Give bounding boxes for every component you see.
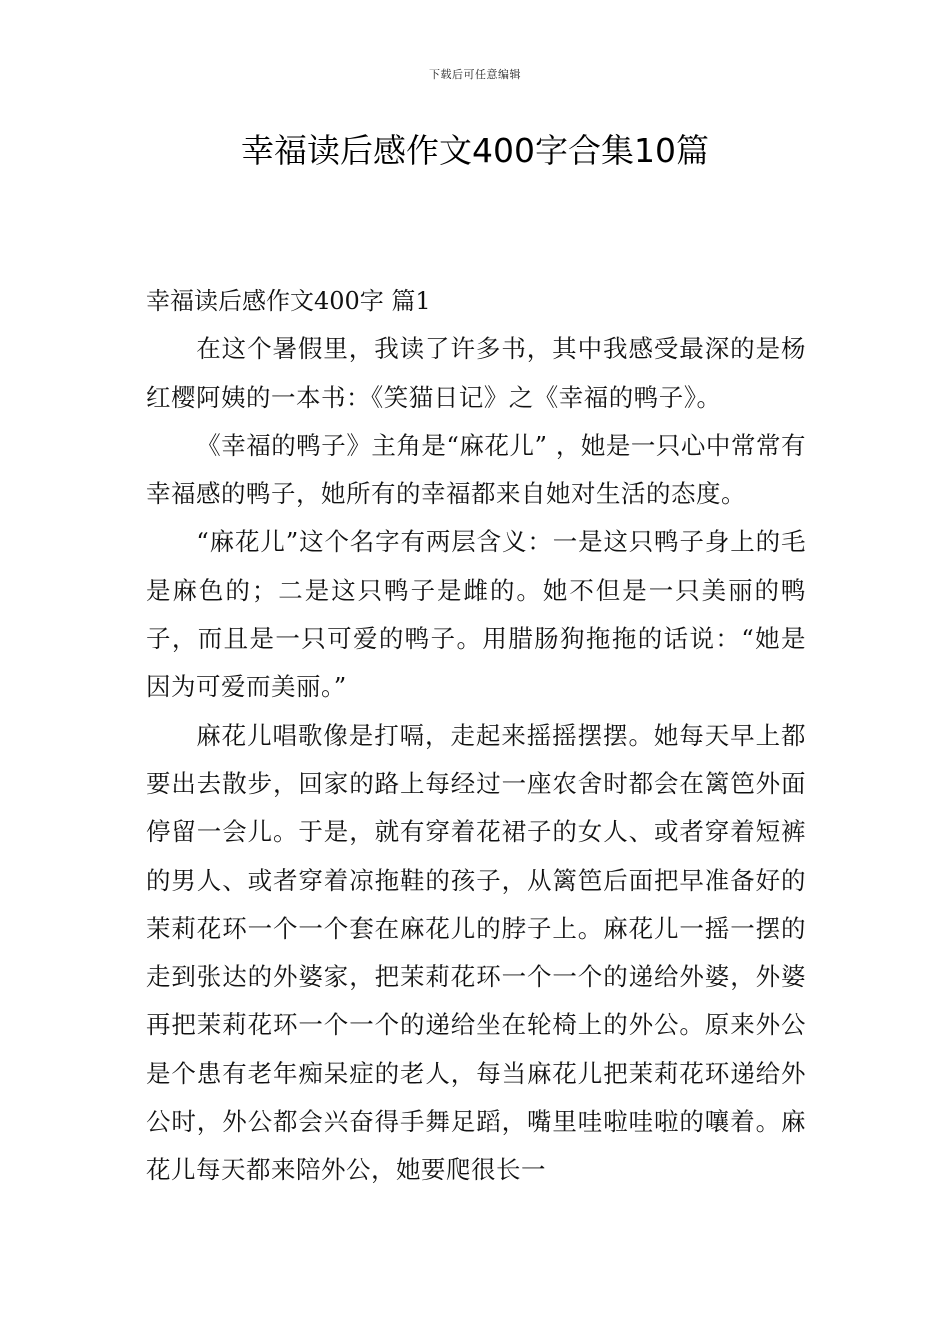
document-title: 幸福读后感作文400字合集10篇 xyxy=(241,131,709,170)
section-heading: 幸福读后感作文400字 篇1 xyxy=(146,287,431,315)
paragraph-4: 麻花儿唱歌像是打嗝，走起来摇摇摆摆。她每天早上都要出去散步，回家的路上每经过一座农舍时都会在篱笆外面停留一会儿。于是，就有穿着花裙子的女人、或者穿着短裤的男人、或者穿着凉拖鞋的孩子，从篱笆后面把早准备好的茉莉花环一个一个套在麻花儿的脖子上。麻花儿一摇一摆的走到张达的外婆家，把茉莉花环一个一个的递给外婆，外婆再把茉莉花环一个一个的递给坐在轮椅上的外公。原来外公是个患有老年痴呆症的老人，每当麻花儿把茉莉花环递给外公时，外公都会兴奋得手舞足蹈，嘴里哇啦哇啦的嚷着。麻花儿每天都来陪外公，她要爬很长一 xyxy=(146,720,806,1185)
document-body xyxy=(146,277,806,1195)
paragraph-3: “麻花儿”这个名字有两层含义：一是这只鸭子身上的毛是麻色的；二是这只鸭子是雌的。她不但是一只美丽的鸭子，而且是一只可爱的鸭子。用腊肠狗拖拖的话说：“她是因为可爱而美丽。” xyxy=(146,527,806,702)
paragraph-2: 《幸福的鸭子》主角是“麻花儿” ，她是一只心中常常有幸福感的鸭子，她所有的幸福都来自她对生活的态度。 xyxy=(146,430,806,509)
paragraph-1: 在这个暑假里，我读了许多书，其中我感受最深的是杨红樱阿姨的一本书：《笑猫日记》之《幸福的鸭子》。 xyxy=(146,334,806,412)
header-note: 下载后可任意编辑 xyxy=(429,68,521,81)
